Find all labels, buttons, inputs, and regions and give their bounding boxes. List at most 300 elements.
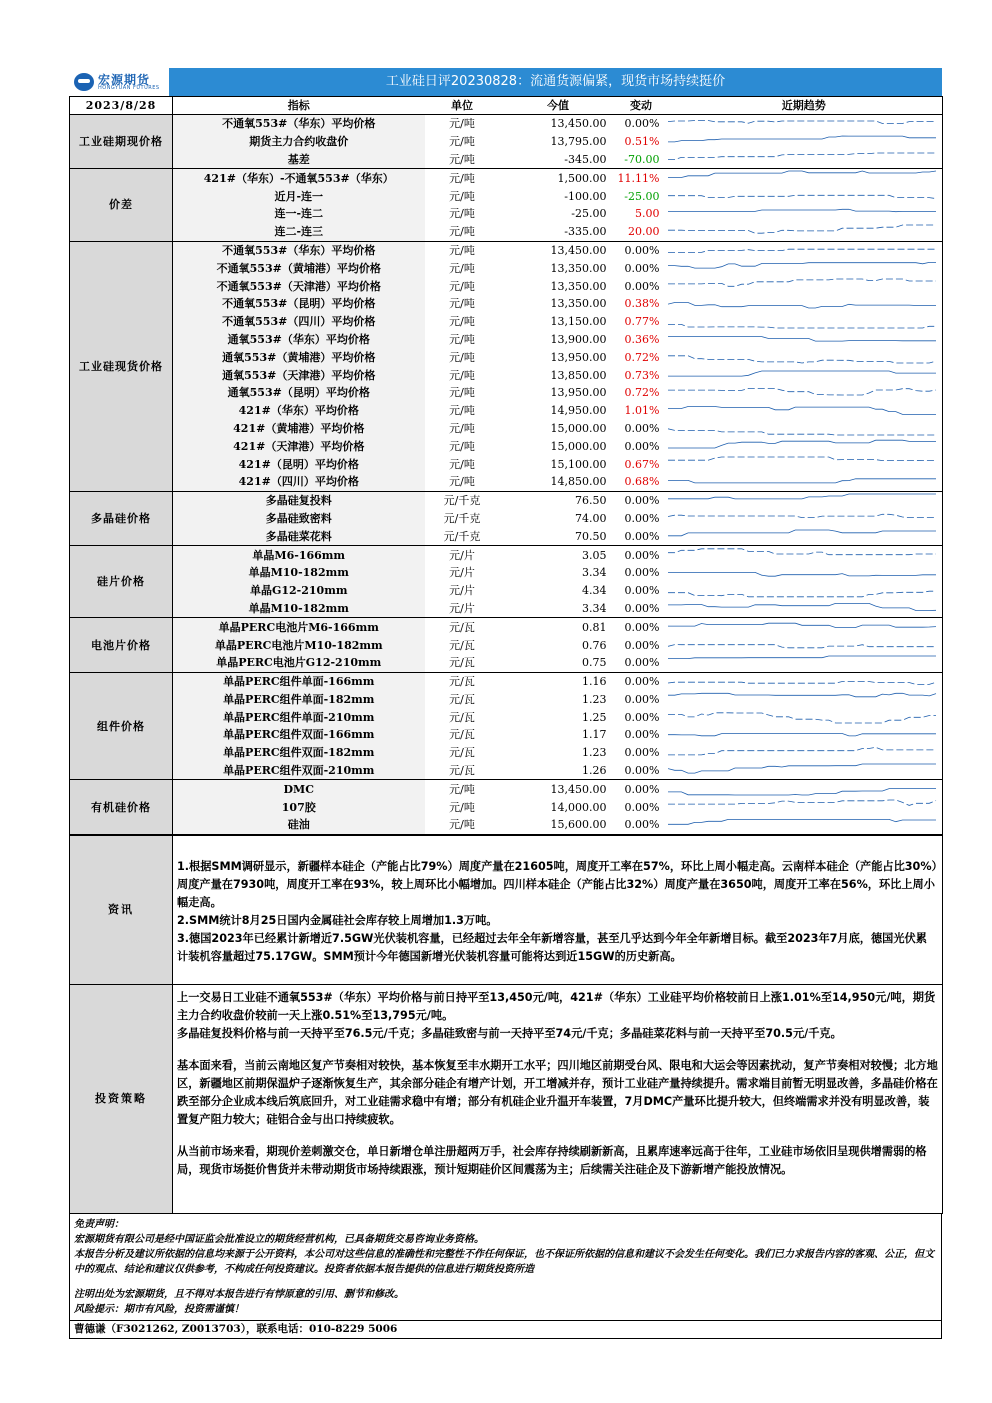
change-cell: 0.00% — [624, 638, 660, 652]
change-cell: 0.00% — [624, 692, 660, 706]
table-row — [70, 187, 943, 205]
table-header-row — [70, 97, 943, 115]
value-cell: 15,100.00 — [550, 457, 607, 471]
indicator-name: 不通氧553#（黄埔港）平均价格 — [173, 259, 425, 277]
sparkline-line — [668, 331, 942, 348]
sparkline-line — [668, 313, 942, 330]
sparkline-line — [668, 133, 942, 150]
report-date: 2023/8/28 — [70, 97, 173, 115]
info-table — [69, 835, 943, 1214]
trend-sparkline — [666, 295, 943, 313]
table-row — [70, 348, 943, 366]
trend-sparkline — [666, 402, 943, 420]
trend-sparkline — [666, 151, 943, 169]
change-cell: 0.00% — [624, 584, 660, 598]
trend-sparkline — [666, 798, 943, 816]
contact-table — [69, 1320, 942, 1339]
indicator-name: 单晶M10-182mm — [173, 564, 425, 582]
trend-sparkline — [666, 133, 943, 151]
trend-sparkline — [666, 437, 943, 455]
value-cell: 13,350.00 — [550, 261, 607, 275]
value-cell: 13,350.00 — [550, 279, 607, 293]
strategy-body — [173, 984, 943, 1213]
sparkline-line — [668, 384, 942, 401]
unit-cell: 元/吨 — [449, 404, 475, 418]
indicator-name: 单晶PERC组件双面-210mm — [173, 762, 425, 780]
change-cell: -70.00 — [617, 151, 666, 169]
indicator-name: 连二-连三 — [173, 223, 425, 241]
report-header — [69, 68, 942, 96]
sparkline-line — [668, 169, 942, 186]
info-row — [70, 835, 943, 984]
trend-sparkline — [666, 241, 943, 259]
table-row — [70, 455, 943, 473]
indicator-name: 单晶PERC组件单面-166mm — [173, 672, 425, 690]
trend-sparkline — [666, 654, 943, 672]
sparkline-line — [668, 205, 942, 222]
unit-cell: 元/吨 — [449, 315, 475, 329]
unit-cell: 元/吨 — [449, 421, 475, 435]
table-row — [70, 331, 943, 349]
indicator-name: 期货主力合约收盘价 — [173, 133, 425, 151]
unit-cell: 元/片 — [449, 584, 475, 598]
table-row — [70, 798, 943, 816]
sparkline-line — [668, 510, 942, 527]
table-row — [70, 582, 943, 600]
sparkline-line — [668, 654, 942, 671]
sparkline-line — [668, 366, 942, 383]
value-cell: 13,450.00 — [550, 782, 607, 796]
table-row — [70, 259, 943, 277]
table-row — [70, 366, 943, 384]
sparkline-line — [668, 798, 942, 815]
trend-sparkline — [666, 169, 943, 187]
sparkline-line — [668, 564, 942, 581]
unit-cell: 元/片 — [425, 600, 500, 618]
value-cell: 76.50 — [575, 494, 607, 508]
sparkline-line — [668, 187, 942, 204]
unit-cell: 元/吨 — [449, 117, 475, 131]
change-cell: 0.00% — [624, 279, 660, 293]
change-cell: 0.00% — [617, 816, 666, 834]
sparkline-line — [668, 816, 942, 833]
table-row — [70, 402, 943, 420]
sparkline-line — [668, 600, 942, 617]
category-label: 工业硅现货价格 — [70, 241, 173, 491]
indicator-name: 连一-连二 — [173, 205, 425, 223]
sparkline-line — [668, 691, 942, 708]
value-cell: 1.23 — [582, 692, 607, 706]
trend-sparkline — [666, 691, 943, 709]
unit-cell: 元/吨 — [449, 189, 475, 203]
sparkline-line — [668, 277, 942, 294]
strategy-paragraph-1: 上一交易日工业硅不通氧553#（华东）平均价格与前日持平至13,450元/吨，421#（华东）工业硅平均价格较前日上涨1.01%至14,950元/吨，期货主力合约收盘价较前一天上涨0.51%至13,795元/吨。 — [177, 990, 936, 1022]
table-row — [70, 600, 943, 618]
value-cell: -335.00 — [500, 223, 617, 241]
category-label: 有机硅价格 — [70, 780, 173, 834]
sparkline-line — [668, 295, 942, 312]
value-cell: 13,950.00 — [550, 386, 607, 400]
info-paragraph-3: 3.德国2023年已经累计新增近7.5GW光伏装机容量，已经超过去年全年新增容量，甚至几乎达到今年全年新增目标。截至2023年7月底，德国光伏累计装机容量超过75.17GW。SMM预计今年德国新增光伏装机容量可能将达到近15GW的历史新高。 — [177, 931, 927, 963]
sparkline-line — [668, 726, 942, 743]
change-cell: 0.00% — [624, 566, 660, 580]
price-table — [69, 96, 943, 835]
unit-cell: 元/瓦 — [449, 675, 475, 689]
trend-sparkline — [666, 331, 943, 349]
unit-cell: 元/吨 — [449, 386, 475, 400]
table-row — [70, 151, 943, 169]
change-cell: 0.00% — [624, 243, 660, 257]
table-row — [70, 384, 943, 402]
indicator-name: 单晶G12-210mm — [173, 582, 425, 600]
trend-sparkline — [666, 708, 943, 726]
unit-cell: 元/瓦 — [425, 762, 500, 780]
trend-sparkline — [666, 491, 943, 509]
indicator-name: 不通氧553#（四川）平均价格 — [173, 313, 425, 331]
category-label: 价差 — [70, 169, 173, 241]
value-cell: 14,000.00 — [550, 800, 607, 814]
change-cell: 11.11% — [617, 171, 660, 185]
change-cell: 20.00 — [617, 223, 666, 241]
table-row — [70, 780, 943, 798]
unit-cell: 元/千克 — [425, 527, 500, 545]
info-category: 资讯 — [70, 835, 173, 984]
change-cell: 0.00% — [624, 511, 660, 525]
unit-cell: 元/片 — [449, 566, 475, 580]
table-row — [70, 510, 943, 528]
table-row — [70, 313, 943, 331]
unit-cell: 元/吨 — [449, 171, 475, 185]
report-title: 工业硅日评20230828：流通货源偏紧，现货市场持续挺价 — [385, 74, 726, 89]
indicator-name: 单晶PERC电池片M6-166mm — [173, 618, 425, 636]
strategy-paragraph-3: 基本面来看，当前云南地区复产节奏相对较快，基本恢复至丰水期开工水平；四川地区前期受台风、限电和大运会等因素扰动，复产节奏相对较慢；北方地区，新疆地区前期保温炉子逐渐恢复生产，其余部分硅企有增产计划，开工增减并存，预计工业硅产量持续提升。需求端目前暂无明显改善，多晶硅价格在跌至部分企业成本线后筑底回升，对工业硅需求稳中有增；部分有机硅企业升温开车装置，7月DMC产量环比提升较大，但终端需求并没有明显改善，装置复产阻力较大；硅铝合金与出口持续疲软。 — [177, 1058, 938, 1126]
table-row — [70, 618, 943, 636]
indicator-name: 421#（华东）-不通氧553#（华东） — [173, 169, 425, 187]
indicator-name: DMC — [173, 780, 425, 798]
change-cell: 0.00% — [624, 548, 660, 562]
trend-sparkline — [666, 510, 943, 528]
value-cell: 13,950.00 — [550, 350, 607, 364]
value-cell: -25.00 — [571, 207, 607, 221]
change-cell: 0.00% — [624, 439, 660, 453]
indicator-name: 单晶PERC组件单面-182mm — [173, 691, 425, 709]
change-cell: 0.00% — [624, 261, 660, 275]
table-row — [70, 133, 943, 151]
category-label: 组件价格 — [70, 672, 173, 780]
indicator-name: 硅油 — [173, 816, 425, 834]
trend-sparkline — [666, 259, 943, 277]
disclaimer-title: 免责声明： — [74, 1218, 124, 1230]
trend-sparkline — [666, 205, 943, 223]
change-cell: 0.73% — [624, 368, 660, 382]
table-row — [70, 115, 943, 133]
change-cell: 0.72% — [624, 386, 660, 400]
sparkline-line — [668, 673, 942, 690]
indicator-name: 421#（昆明）平均价格 — [173, 455, 425, 473]
unit-cell: 元/吨 — [449, 207, 475, 221]
unit-cell: 元/吨 — [425, 151, 500, 169]
unit-cell: 元/吨 — [449, 800, 475, 814]
change-cell: 5.00 — [635, 207, 660, 221]
unit-cell: 元/吨 — [449, 261, 475, 275]
value-cell: 74.00 — [575, 511, 607, 525]
disclaimer-row — [70, 1214, 942, 1320]
category-label: 工业硅期现价格 — [70, 115, 173, 169]
trend-sparkline — [666, 473, 943, 491]
indicator-name: 不通氧553#（昆明）平均价格 — [173, 295, 425, 313]
unit-cell: 元/吨 — [449, 368, 475, 382]
info-paragraph-1: 1.根据SMM调研显示，新疆样本硅企（产能占比79%）周度产量在21605吨，周度开工率在57%，环比上周小幅走高。云南样本硅企（产能占比30%）周度产量在7930吨，周度开工率在93%，较上周环比小幅增加。四川样本硅企（产能占比32%）周度产量在3650吨，周度开工率在56%，环比上周小幅走高。 — [177, 859, 938, 909]
table-row — [70, 295, 943, 313]
change-cell: 0.51% — [624, 135, 660, 149]
trend-sparkline — [666, 672, 943, 690]
table-row — [70, 420, 943, 438]
trend-sparkline — [666, 115, 943, 133]
disclaimer — [70, 1214, 942, 1320]
indicator-name: 多晶硅致密料 — [173, 510, 425, 528]
sparkline-line — [668, 780, 942, 797]
trend-sparkline — [666, 762, 943, 780]
sparkline-line — [668, 223, 942, 240]
sparkline-line — [668, 420, 942, 437]
table-row — [70, 744, 943, 762]
change-cell: 0.00% — [624, 620, 660, 634]
change-cell: 1.01% — [624, 404, 660, 418]
unit-cell: 元/吨 — [425, 816, 500, 834]
table-row — [70, 672, 943, 690]
trend-sparkline — [666, 187, 943, 205]
value-cell: 70.50 — [500, 527, 617, 545]
strategy-paragraph-2: 多晶硅复投料价格与前一天持平至76.5元/千克；多晶硅致密与前一天持平至74元/千克；多晶硅菜花料与前一天持平至70.5元/千克。 — [177, 1026, 842, 1040]
unit-cell: 元/吨 — [425, 473, 500, 491]
change-cell: 0.00% — [624, 710, 660, 724]
unit-cell: 元/瓦 — [449, 728, 475, 742]
value-cell: 0.76 — [582, 638, 607, 652]
unit-cell: 元/瓦 — [449, 746, 475, 760]
unit-cell: 元/千克 — [443, 511, 481, 525]
value-cell: 13,350.00 — [550, 297, 607, 311]
trend-sparkline — [666, 366, 943, 384]
disclaimer-table — [69, 1214, 942, 1320]
sparkline-line — [668, 582, 942, 599]
unit-cell: 元/吨 — [449, 135, 475, 149]
table-row — [70, 223, 943, 241]
table-row — [70, 654, 943, 672]
value-cell: 1,500.00 — [557, 171, 607, 185]
logo-text: 宏源期货 — [98, 73, 151, 87]
trend-sparkline — [666, 816, 943, 834]
info-body — [173, 835, 943, 984]
info-paragraph-2: 2.SMM统计8月25日国内金属硅社会库存较上周增加1.3万吨。 — [177, 913, 498, 927]
unit-cell: 元/片 — [449, 548, 475, 562]
value-cell: 1.17 — [582, 728, 607, 742]
indicator-name: 421#（黄埔港）平均价格 — [173, 420, 425, 438]
strategy-category: 投资策略 — [70, 984, 173, 1213]
table-row — [70, 277, 943, 295]
unit-cell: 元/吨 — [449, 243, 475, 257]
sparkline-line — [668, 259, 942, 276]
change-cell: 0.00% — [624, 800, 660, 814]
trend-sparkline — [666, 455, 943, 473]
category-label: 电池片价格 — [70, 618, 173, 672]
value-cell: 1.16 — [582, 675, 607, 689]
company-logo — [69, 68, 170, 96]
unit-cell: 元/瓦 — [449, 620, 475, 634]
value-cell: 15,000.00 — [550, 439, 607, 453]
change-cell: 0.68% — [617, 473, 666, 491]
sparkline-line — [668, 473, 942, 490]
disclaimer-line-2: 本报告分析及建议所依据的信息均来源于公开资料，本公司对这些信息的准确性和完整性不作任何保证，也不保证所依据的信息和建议不会发生任何变化。我们已力求报告内容的客观、公正，但文中的观点、结论和建议仅供参考，不构成任何投资建议。投资者依据本报告提供的信息进行期货投资所造 — [74, 1248, 934, 1275]
change-cell: 0.38% — [624, 297, 660, 311]
change-cell: 0.00% — [624, 675, 660, 689]
trend-sparkline — [666, 420, 943, 438]
unit-cell: 元/吨 — [449, 350, 475, 364]
table-row — [70, 546, 943, 564]
col-unit: 单位 — [425, 97, 500, 115]
unit-cell: 元/千克 — [443, 494, 481, 508]
value-cell: 14,950.00 — [550, 404, 607, 418]
change-cell: 0.36% — [624, 332, 660, 346]
value-cell: 3.34 — [500, 600, 617, 618]
risk-warning: 风险提示：期市有风险，投资需谨慎！ — [74, 1303, 244, 1315]
indicator-name: 不通氧553#（华东）平均价格 — [173, 115, 425, 133]
trend-sparkline — [666, 726, 943, 744]
trend-sparkline — [666, 277, 943, 295]
report — [69, 68, 942, 1351]
category-label: 多晶硅价格 — [70, 491, 173, 545]
indicator-name: 通氧553#（天津港）平均价格 — [173, 366, 425, 384]
trend-sparkline — [666, 223, 943, 241]
trend-sparkline — [666, 636, 943, 654]
change-cell: 0.00% — [624, 421, 660, 435]
table-row — [70, 205, 943, 223]
indicator-name: 单晶PERC电池片M10-182mm — [173, 636, 425, 654]
change-cell: 0.00% — [624, 494, 660, 508]
unit-cell: 元/吨 — [449, 457, 475, 471]
value-cell: 15,000.00 — [550, 421, 607, 435]
sparkline-line — [668, 618, 942, 635]
trend-sparkline — [666, 546, 943, 564]
sparkline-line — [668, 437, 942, 454]
indicator-name: 不通氧553#（天津港）平均价格 — [173, 277, 425, 295]
trend-sparkline — [666, 744, 943, 762]
unit-cell: 元/吨 — [449, 279, 475, 293]
indicator-name: 421#（四川）平均价格 — [173, 473, 425, 491]
indicator-name: 多晶硅复投料 — [173, 491, 425, 509]
change-cell: 0.77% — [624, 315, 660, 329]
value-cell: 1.25 — [582, 710, 607, 724]
change-cell: 0.00% — [617, 762, 666, 780]
value-cell: 3.05 — [582, 548, 607, 562]
value-cell: 13,450.00 — [550, 243, 607, 257]
indicator-name: 单晶M6-166mm — [173, 546, 425, 564]
unit-cell: 元/瓦 — [425, 654, 500, 672]
change-cell: 0.00% — [624, 117, 660, 131]
indicator-name: 单晶M10-182mm — [173, 600, 425, 618]
unit-cell: 元/吨 — [449, 297, 475, 311]
col-trend: 近期趋势 — [666, 97, 943, 115]
indicator-name: 107胶 — [173, 798, 425, 816]
change-cell: 0.72% — [624, 350, 660, 364]
sparkline-line — [668, 708, 942, 725]
value-cell: 13,150.00 — [550, 315, 607, 329]
table-row — [70, 726, 943, 744]
table-row — [70, 816, 943, 834]
unit-cell: 元/瓦 — [449, 710, 475, 724]
sparkline-line — [668, 636, 942, 653]
sparkline-line — [668, 744, 942, 761]
disclaimer-line-3: 注明出处为宏源期货，且不得对本报告进行有悖原意的引用、删节和修改。 — [74, 1288, 404, 1300]
table-row — [70, 564, 943, 582]
unit-cell: 元/吨 — [449, 332, 475, 346]
trend-sparkline — [666, 564, 943, 582]
col-today: 今值 — [500, 97, 617, 115]
value-cell: 3.34 — [582, 566, 607, 580]
analyst-contact: 曹德谦（F3021262, Z0013703），联系电话：010-8229 5006 — [70, 1320, 942, 1338]
col-change: 变动 — [617, 97, 666, 115]
sparkline-line — [668, 115, 942, 132]
indicator-name: 单晶PERC电池片G12-210mm — [173, 654, 425, 672]
value-cell: 13,900.00 — [550, 332, 607, 346]
trend-sparkline — [666, 780, 943, 798]
sparkline-line — [668, 455, 942, 472]
change-cell: -25.00 — [624, 189, 660, 203]
change-cell: 0.00% — [617, 654, 666, 672]
table-row — [70, 473, 943, 491]
table-row — [70, 691, 943, 709]
indicator-name: 不通氧553#（华东）平均价格 — [173, 241, 425, 259]
table-row — [70, 491, 943, 509]
indicator-name: 单晶PERC组件双面-166mm — [173, 726, 425, 744]
sparkline-line — [668, 348, 942, 365]
value-cell: 14,850.00 — [500, 473, 617, 491]
unit-cell: 元/瓦 — [449, 638, 475, 652]
sparkline-line — [668, 492, 942, 509]
indicator-name: 单晶PERC组件单面-210mm — [173, 708, 425, 726]
change-cell: 0.00% — [617, 527, 666, 545]
trend-sparkline — [666, 600, 943, 618]
col-indicator: 指标 — [173, 97, 425, 115]
sparkline-line — [668, 402, 942, 419]
category-label: 硅片价格 — [70, 546, 173, 618]
indicator-name: 通氧553#（华东）平均价格 — [173, 331, 425, 349]
indicator-name: 421#（天津港）平均价格 — [173, 437, 425, 455]
trend-sparkline — [666, 313, 943, 331]
unit-cell: 元/吨 — [449, 782, 475, 796]
change-cell: 0.00% — [624, 728, 660, 742]
strategy-paragraph-4: 从当前市场来看，期现价差刺激交仓，单日新增仓单注册超两万手，社会库存持续刷新新高，且累库速率远高于往年，工业硅市场依旧呈现供增需弱的格局，现货市场挺价售货并未带动期货市场持续跟涨，预计短期硅价区间震荡为主；后续需关注硅企及下游新增产能投放情况。 — [177, 1144, 927, 1176]
indicator-name: 421#（华东）平均价格 — [173, 402, 425, 420]
change-cell: 0.67% — [624, 457, 660, 471]
table-row — [70, 708, 943, 726]
logo-icon — [74, 73, 94, 91]
value-cell: 0.75 — [500, 654, 617, 672]
strategy-row — [70, 984, 943, 1213]
trend-sparkline — [666, 527, 943, 545]
indicator-name: 基差 — [173, 151, 425, 169]
value-cell: 15,600.00 — [500, 816, 617, 834]
sparkline-line — [668, 527, 942, 544]
value-cell: 13,850.00 — [550, 368, 607, 382]
sparkline-line — [668, 762, 942, 779]
table-row — [70, 241, 943, 259]
indicator-name: 通氧553#（昆明）平均价格 — [173, 384, 425, 402]
trend-sparkline — [666, 618, 943, 636]
trend-sparkline — [666, 582, 943, 600]
logo-subtext: HONGYUAN FUTURES — [98, 85, 160, 91]
value-cell: 1.26 — [500, 762, 617, 780]
table-row — [70, 169, 943, 187]
